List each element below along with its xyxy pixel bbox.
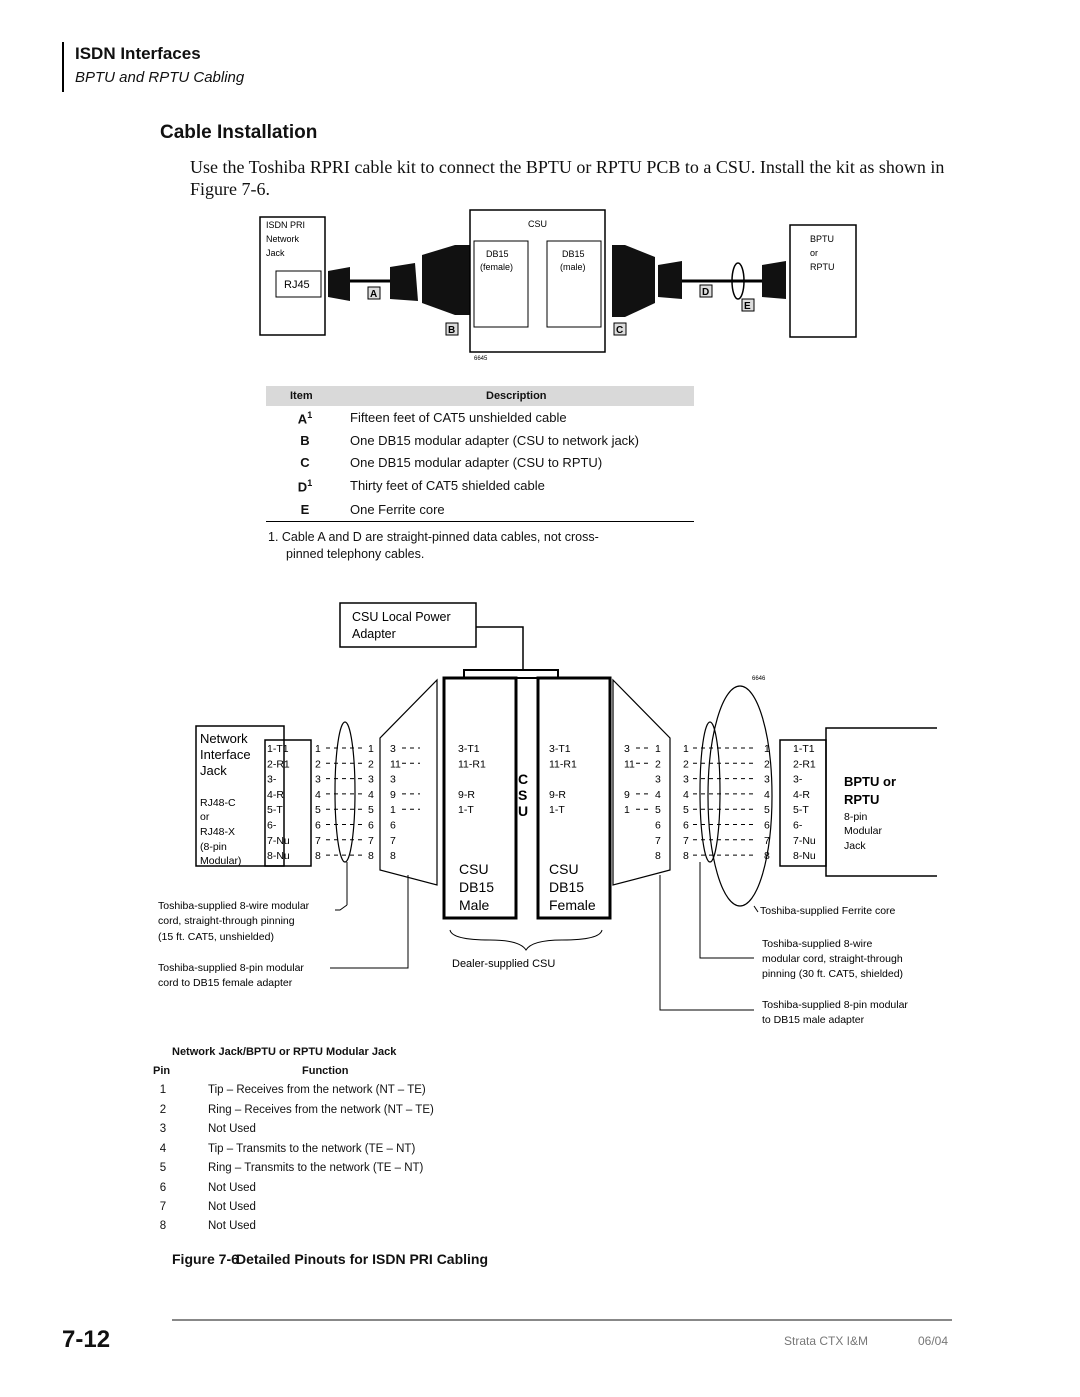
- item-description: One DB15 modular adapter (CSU to network jack): [350, 433, 640, 448]
- bptu-pin-label: 2-R1: [793, 758, 816, 771]
- bptu-label-3: RPTU: [810, 262, 835, 272]
- jack-pin-label: 6-: [267, 819, 277, 832]
- pin-function: Ring – Receives from the network (NT – TE): [208, 1104, 434, 1116]
- item-description: Fifteen feet of CAT5 unshielded cable: [350, 410, 567, 425]
- items-table-rule: [266, 521, 694, 522]
- pin-function: Not Used: [208, 1201, 256, 1213]
- note-right-2b: modular cord, straight-through: [762, 953, 903, 965]
- pin-number: 7: [764, 834, 770, 847]
- csu-label: CSU: [528, 219, 548, 229]
- item-code: C: [300, 455, 310, 470]
- csu-male-pin: 3-T1: [458, 743, 480, 755]
- adapter-pin: 3: [390, 743, 396, 755]
- pin-number: 5: [764, 804, 770, 817]
- adapter-pin: 3: [624, 743, 630, 755]
- pin-number: 7: [683, 834, 689, 847]
- bptu-pin-label: 5-T: [793, 804, 809, 817]
- pin-number: 4: [315, 788, 321, 801]
- item-description: Thirty feet of CAT5 shielded cable: [350, 478, 545, 493]
- plug-a-right: [390, 263, 418, 301]
- marker-c: C: [616, 325, 624, 336]
- pin-number: 7: [368, 834, 374, 847]
- network-jack-label-3: Jack: [200, 763, 227, 778]
- jack-pin-label: 2-R1: [267, 758, 290, 771]
- adapter-pin: 8: [655, 850, 661, 863]
- marker-d: D: [702, 287, 710, 298]
- pin-number: 5: [368, 804, 374, 817]
- header-rule: [62, 42, 64, 92]
- bptu-pin-label: 8-Nu: [793, 850, 816, 863]
- jack-pin-label: 4-R: [267, 788, 284, 801]
- adapter-pin: 3: [390, 773, 396, 786]
- cabling-overview-diagram: [250, 205, 870, 370]
- detailed-pinout-diagram: [150, 600, 940, 1030]
- item-code: E: [300, 502, 310, 517]
- item-footnote-ref: 1: [307, 410, 313, 420]
- pin-number: 1: [315, 743, 321, 755]
- pin-number: 3: [315, 773, 321, 786]
- items-row: [270, 433, 694, 455]
- csu-male-pin: 1-T: [458, 804, 474, 817]
- section-title: ISDN Interfaces: [75, 44, 201, 63]
- pin-number: 4: [683, 788, 689, 801]
- csu-letter-s: S: [518, 787, 528, 803]
- adapter-pin: 1: [390, 804, 396, 817]
- note-right-3b: to DB15 male adapter: [762, 1014, 865, 1026]
- pin-number: 1: [368, 743, 374, 755]
- item-code: A: [297, 411, 308, 427]
- jack-type-1: RJ48-C: [200, 797, 236, 809]
- adapter-pin: 8: [390, 850, 396, 863]
- db15-male-2: (male): [560, 262, 586, 272]
- pin-number: 1: [159, 1084, 167, 1096]
- pin-number: 4: [764, 788, 770, 801]
- jack-type-3: RJ48-X: [200, 826, 236, 838]
- items-header-item: Item: [290, 390, 313, 402]
- footer-date: 06/04: [918, 1334, 949, 1348]
- csu-female-3: Female: [549, 897, 596, 913]
- jack-pin-label: 5-T: [267, 804, 283, 817]
- rj45-label: RJ45: [284, 279, 310, 291]
- cable-a-bundle: [335, 722, 355, 862]
- pin-number: 2: [764, 758, 770, 771]
- isdn-label-2: Network: [266, 234, 300, 244]
- pin-function: Tip – Receives from the network (NT – TE): [208, 1084, 426, 1096]
- pin-number: 2: [368, 758, 374, 771]
- pin-number: 6: [315, 819, 321, 832]
- left-db15-adapter: [380, 680, 437, 885]
- adapter-pin: 3: [655, 773, 661, 786]
- dealer-csu-label: Dealer-supplied CSU: [452, 958, 556, 970]
- adapter-pin: 11: [390, 758, 401, 771]
- network-jack-label-2: Interface: [200, 747, 251, 762]
- marker-b: B: [448, 325, 456, 336]
- adapter-c: [612, 245, 655, 317]
- csu-male-1: CSU: [459, 861, 489, 877]
- csu-female-pin: 3-T1: [549, 743, 571, 755]
- isdn-label-1: ISDN PRI: [266, 220, 306, 230]
- bptu-label-2: RPTU: [844, 792, 880, 807]
- adapter-pin: 11: [624, 758, 635, 771]
- csu-female-1: CSU: [549, 861, 579, 877]
- pin-number: 3: [159, 1123, 167, 1135]
- csu-male-pin: 9-R: [458, 788, 475, 801]
- items-table-header: [266, 386, 694, 406]
- pin-number: 8: [368, 850, 374, 863]
- adapter-b: [422, 245, 470, 315]
- item-code: D: [297, 479, 308, 495]
- pin-number: 5: [683, 804, 689, 817]
- csu-letter-c: C: [518, 771, 529, 787]
- csu-letter-u: U: [518, 803, 529, 819]
- pin-number: 8: [764, 850, 770, 863]
- adapter-pin: 6: [655, 819, 661, 832]
- db15-female-1: DB15: [486, 249, 509, 259]
- note-right-1: Toshiba-supplied Ferrite core: [760, 905, 896, 917]
- isdn-label-3: Jack: [266, 248, 285, 258]
- pin-number: 5: [655, 804, 661, 817]
- items-row: [270, 478, 694, 500]
- ferrite-core-ellipse: [708, 686, 772, 906]
- pin-number: 3: [683, 773, 689, 786]
- rj45-plug-left: [328, 267, 350, 301]
- pin-number: 7: [315, 834, 321, 847]
- adapter-pin: 6: [390, 819, 396, 832]
- pin-number: 1: [683, 743, 689, 755]
- adapter-pin: 7: [655, 834, 661, 847]
- item-description: One DB15 modular adapter (CSU to RPTU): [350, 455, 603, 470]
- pin-number: 4: [655, 788, 661, 801]
- page-number: 7-12: [62, 1326, 111, 1353]
- intro-paragraph: Use the Toshiba RPRI cable kit to connect the BPTU or RPTU PCB to a CSU. Install the kit as shown in Figure 7-6.: [190, 157, 945, 199]
- db15-female-2: (female): [480, 262, 514, 272]
- pin-number: 8: [159, 1220, 167, 1232]
- csu-female-pin: 1-T: [549, 804, 565, 817]
- jack-type-2: or: [200, 811, 210, 823]
- bptu-jack-2: Modular: [844, 825, 882, 837]
- csu-male-3: Male: [459, 897, 490, 913]
- pin-number: 1: [655, 743, 661, 755]
- pin-number: 2: [315, 758, 321, 771]
- bptu-label-1: BPTU or: [844, 774, 896, 789]
- note-left-1c: (15 ft. CAT5, unshielded): [158, 931, 274, 943]
- bptu-pin-label: 3-: [793, 773, 803, 786]
- pin-function: Ring – Transmits to the network (TE – NT): [208, 1162, 424, 1174]
- pin-function: Not Used: [208, 1182, 256, 1194]
- bptu-label-1: BPTU: [810, 234, 835, 244]
- csu-female-pin: 9-R: [549, 788, 566, 801]
- note-right-2a: Toshiba-supplied 8-wire: [762, 938, 873, 950]
- footnote-line-1: 1. Cable A and D are straight-pinned data cables, not cross-: [268, 530, 599, 544]
- jack-pin-label: 8-Nu: [267, 850, 290, 863]
- note-right-2c: pinning (30 ft. CAT5, shielded): [762, 968, 904, 980]
- note-left-2b: cord to DB15 female adapter: [158, 977, 293, 989]
- page-heading: Cable Installation: [160, 122, 318, 143]
- plug-d-left: [658, 261, 682, 299]
- pin-header-function: Function: [302, 1065, 349, 1077]
- csu-male-2: DB15: [459, 879, 495, 895]
- pin-number: 7: [159, 1201, 167, 1213]
- adapter-pin: 7: [390, 834, 396, 847]
- pin-function: Not Used: [208, 1123, 256, 1135]
- bptu-box: [826, 728, 937, 876]
- bptu-jack-3: Jack: [844, 840, 866, 852]
- pin-number: 6: [764, 819, 770, 832]
- pin-function: Not Used: [208, 1220, 256, 1232]
- pin-number: 6: [683, 819, 689, 832]
- pin-number: 8: [683, 850, 689, 863]
- pin-table-title: Network Jack/BPTU or RPTU Modular Jack: [172, 1046, 397, 1058]
- adapter-pin: 9: [624, 788, 630, 801]
- pin-function: Tip – Transmits to the network (TE – NT): [208, 1143, 416, 1155]
- bptu-pin-label: 1-T1: [793, 743, 815, 755]
- fig2-code: 6646: [752, 676, 766, 682]
- pin-header-pin: Pin: [153, 1065, 171, 1077]
- figure-title: Detailed Pinouts for ISDN PRI Cabling: [236, 1251, 489, 1267]
- csu-box: [470, 210, 605, 352]
- pin-number: 3: [368, 773, 374, 786]
- items-row: [270, 410, 694, 432]
- note-right-3a: Toshiba-supplied 8-pin modular: [762, 999, 908, 1011]
- item-description: One Ferrite core: [350, 502, 445, 517]
- marker-a: A: [370, 289, 378, 300]
- pin-number: 4: [368, 788, 374, 801]
- items-row: [270, 455, 694, 477]
- pin-number: 6: [368, 819, 374, 832]
- item-code: B: [300, 433, 310, 448]
- right-db15-adapter: [613, 680, 670, 885]
- csu-male-pin: 11-R1: [458, 758, 486, 771]
- jack-type-4: (8-pin: [200, 841, 227, 853]
- plug-d-right: [762, 261, 786, 299]
- pin-number: 2: [655, 758, 661, 771]
- figure-number: Figure 7-6: [172, 1251, 239, 1267]
- bptu-label-2: or: [810, 248, 819, 258]
- marker-e: E: [744, 301, 751, 312]
- note-left-2a: Toshiba-supplied 8-pin modular: [158, 962, 304, 974]
- items-header-description: Description: [486, 390, 547, 402]
- csu-female-pin: 11-R1: [549, 758, 577, 771]
- jack-type-5: Modular): [200, 855, 242, 867]
- pin-number: 4: [159, 1143, 167, 1155]
- power-adapter-label-1: CSU Local Power: [352, 610, 451, 624]
- pin-number: 5: [315, 804, 321, 817]
- adapter-pin: 1: [624, 804, 630, 817]
- subsection-title: BPTU and RPTU Cabling: [75, 69, 245, 86]
- network-jack-label-1: Network: [200, 731, 248, 746]
- jack-pin-label: 7-Nu: [267, 834, 290, 847]
- db15-male-1: DB15: [562, 249, 585, 259]
- pin-number: 6: [159, 1182, 167, 1194]
- jack-pin-label: 3-: [267, 773, 277, 786]
- pin-number: 3: [764, 773, 770, 786]
- item-footnote-ref: 1: [307, 478, 313, 488]
- pin-number: 5: [159, 1162, 167, 1174]
- note-left-1b: cord, straight-through pinning: [158, 915, 295, 927]
- note-left-1a: Toshiba-supplied 8-wire modular: [158, 900, 310, 912]
- pin-number: 8: [315, 850, 321, 863]
- power-adapter-label-2: Adapter: [352, 627, 396, 641]
- pin-number: 2: [159, 1104, 167, 1116]
- fig1-code: 6645: [474, 356, 488, 362]
- bptu-pin-label: 4-R: [793, 788, 810, 801]
- book-title: Strata CTX I&M: [784, 1334, 869, 1348]
- footnote-line-2: pinned telephony cables.: [286, 547, 425, 561]
- pin-number: 1: [764, 743, 770, 755]
- left-pin-labels: [267, 743, 816, 862]
- adapter-pin: 9: [390, 788, 396, 801]
- bptu-pin-label: 7-Nu: [793, 834, 816, 847]
- csu-female-2: DB15: [549, 879, 585, 895]
- bptu-pin-label: 6-: [793, 819, 803, 832]
- footer-rule: [172, 1319, 952, 1321]
- pin-number: 2: [683, 758, 689, 771]
- bptu-jack-1: 8-pin: [844, 811, 868, 823]
- jack-pin-label: 1-T1: [267, 743, 289, 755]
